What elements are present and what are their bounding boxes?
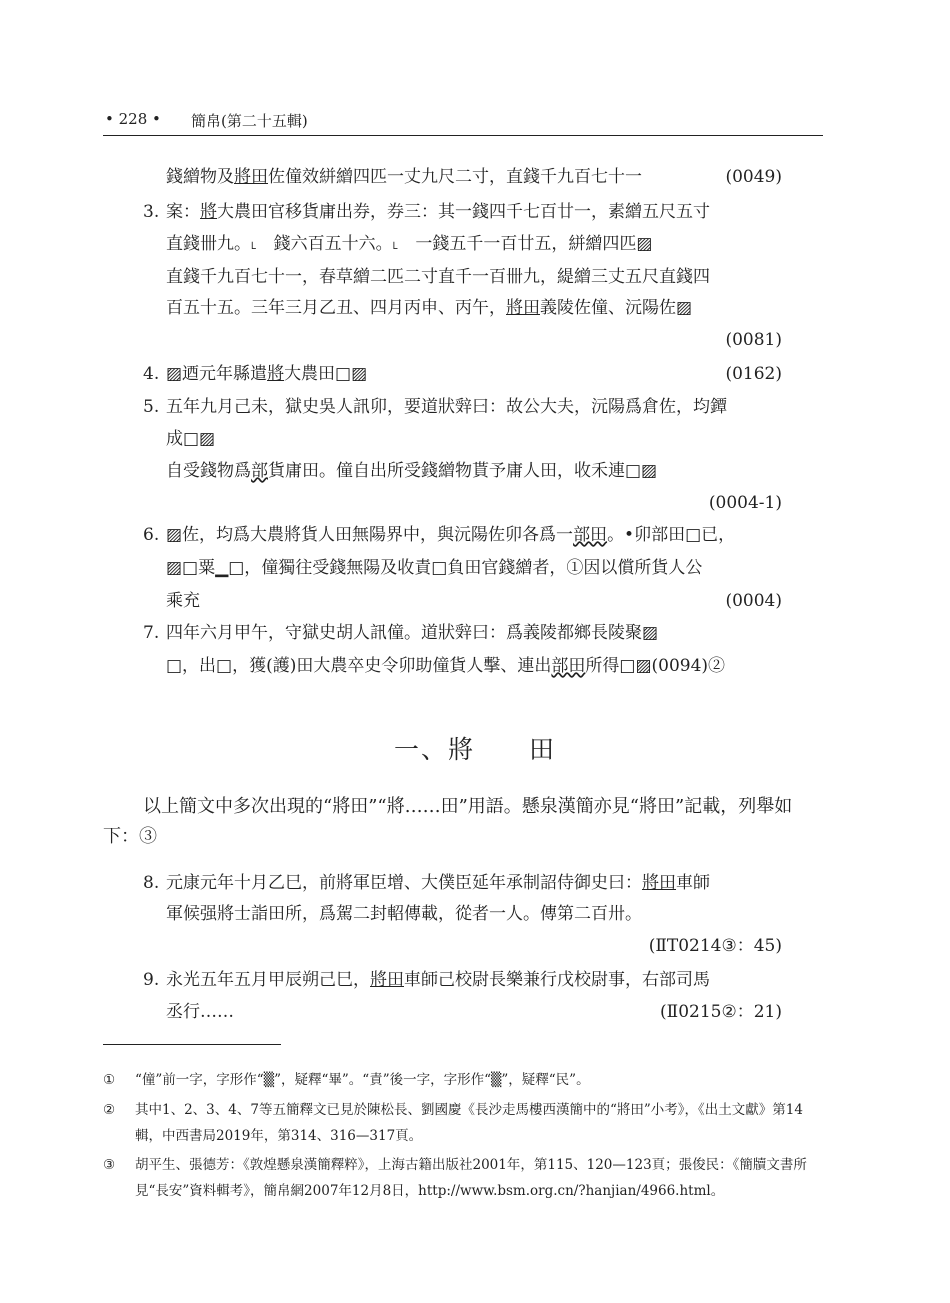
entry-line: ▨佐，均爲大農將貨人田無陽界中，與沅陽佐卯各爲一部田。•卯部田□已，: [166, 525, 736, 545]
entry-line: 永光五年五月甲辰朔己巳，將田車師己校尉長樂兼行戊校尉事，右部司馬: [166, 970, 710, 990]
footnote-text: 其中1、2、3、4、7等五簡釋文已見於陳松長、劉國慶《長沙走馬樓西漢簡中的“將田”小考》，《出土文獻》第14輯，中西書局2019年，第314、316—317頁。: [135, 1102, 803, 1144]
footnote: [103, 1097, 828, 1149]
footnote-marker: ③: [103, 1157, 116, 1173]
book-title: 簡帛(第二十五輯): [191, 112, 308, 130]
page-number: • 228 •: [105, 110, 161, 128]
entry-line: 乘充: [166, 591, 200, 611]
entry-line: 百五十五。三年三月乙丑、四月丙申、丙午，將田義陵佐僮、沅陽佐▨: [166, 298, 693, 318]
footnote-rule: [103, 1044, 281, 1045]
entry-reference: (0004): [725, 591, 782, 611]
entry-line: 成□▨: [166, 429, 216, 449]
entry-reference: (0081): [725, 330, 782, 350]
entry-number: 9.: [143, 970, 160, 990]
entry-line: 直錢千九百七十一，春草繒二匹二寸直千一百卌九，緹繒三丈五尺直錢四: [166, 267, 710, 287]
entry-line: ▨□粟▁□，僮獨往受錢無陽及收責□負田官錢繒者，①因以償所貨人公: [166, 558, 703, 578]
footnote-text: “僮”前一字，字形作“▒”，疑釋“畢”。“責”後一字，字形作“▒”，疑釋“民”。: [135, 1072, 590, 1088]
entry-line: 直錢卌九。˪ 錢六百五十六。˪ 一錢五千一百廿五，絣繒四匹▨: [166, 234, 653, 254]
entry-line: 案：將大農田官移貨庸出券，券三：其一錢四千七百廿一，素繒五尺五寸: [166, 202, 710, 222]
footnote: [103, 1067, 828, 1093]
entry-number: 8.: [143, 873, 160, 893]
entry-number: 4.: [143, 364, 160, 384]
entry-reference: (0049): [725, 167, 782, 187]
entry-line: 自受錢物爲部貨庸田。僮自出所受錢繒物貰予庸人田，收禾連□▨: [166, 461, 658, 481]
entry-number: 3.: [143, 202, 160, 222]
entry-line: 錢繒物及將田佐僮效絣繒四匹一丈九尺二寸，直錢千九百七十一: [166, 167, 642, 187]
footnote-text: 胡平生、張德芳：《敦煌懸泉漢簡釋粹》，上海古籍出版社2001年，第115、120—123頁；張俊民：《簡牘文書所見“長安”資料輯考》，簡帛網2007年12月8日，http://www.bsm.org.cn/?hanjian/4966.html。: [135, 1157, 807, 1199]
body-paragraph: 以上簡文中多次出現的“將田”“將……田”用語。懸泉漢簡亦見“將田”記載，列舉如下：③: [103, 796, 793, 847]
footnote: [103, 1152, 828, 1204]
section-heading: 一、將 田: [393, 735, 556, 764]
entry-reference: (0004-1): [708, 493, 782, 513]
entry-line: ▨迺元年縣遣將大農田□▨: [166, 364, 368, 384]
entry-line: 軍候强將士詣田所，爲駕二封軺傳載，從者一人。傳第二百卅。: [166, 904, 642, 924]
entry-line: □，出□，獲(護)田大農卒史令卯助僮貨人擊、連出部田所得□▨(0094)②: [166, 656, 726, 676]
entry-number: 6.: [143, 525, 160, 545]
entry-line: 元康元年十月乙巳，前將軍臣增、大僕臣延年承制詔侍御史曰：將田車師: [166, 873, 710, 893]
entry-number: 5.: [143, 397, 160, 417]
entry-reference: (0162): [725, 364, 782, 384]
footnote-marker: ②: [103, 1102, 116, 1118]
entry-line: 五年九月己未，獄史吳人訊卯，要道狀辤曰：故公大夫，沅陽爲倉佐，均鐔: [166, 397, 727, 417]
entry-reference: (Ⅱ0215②：21): [660, 1002, 782, 1022]
running-header: [103, 106, 823, 134]
entry-line: 四年六月甲午，守獄史胡人訊僮。道狀辤曰：爲義陵都鄉長陵聚▨: [166, 623, 659, 643]
entry-reference: (ⅡT0214③：45): [648, 936, 782, 956]
entry-number: 7.: [143, 623, 160, 643]
header-rule: [103, 135, 823, 136]
footnote-marker: ①: [103, 1072, 116, 1088]
entry-line: 丞行……: [166, 1002, 234, 1022]
